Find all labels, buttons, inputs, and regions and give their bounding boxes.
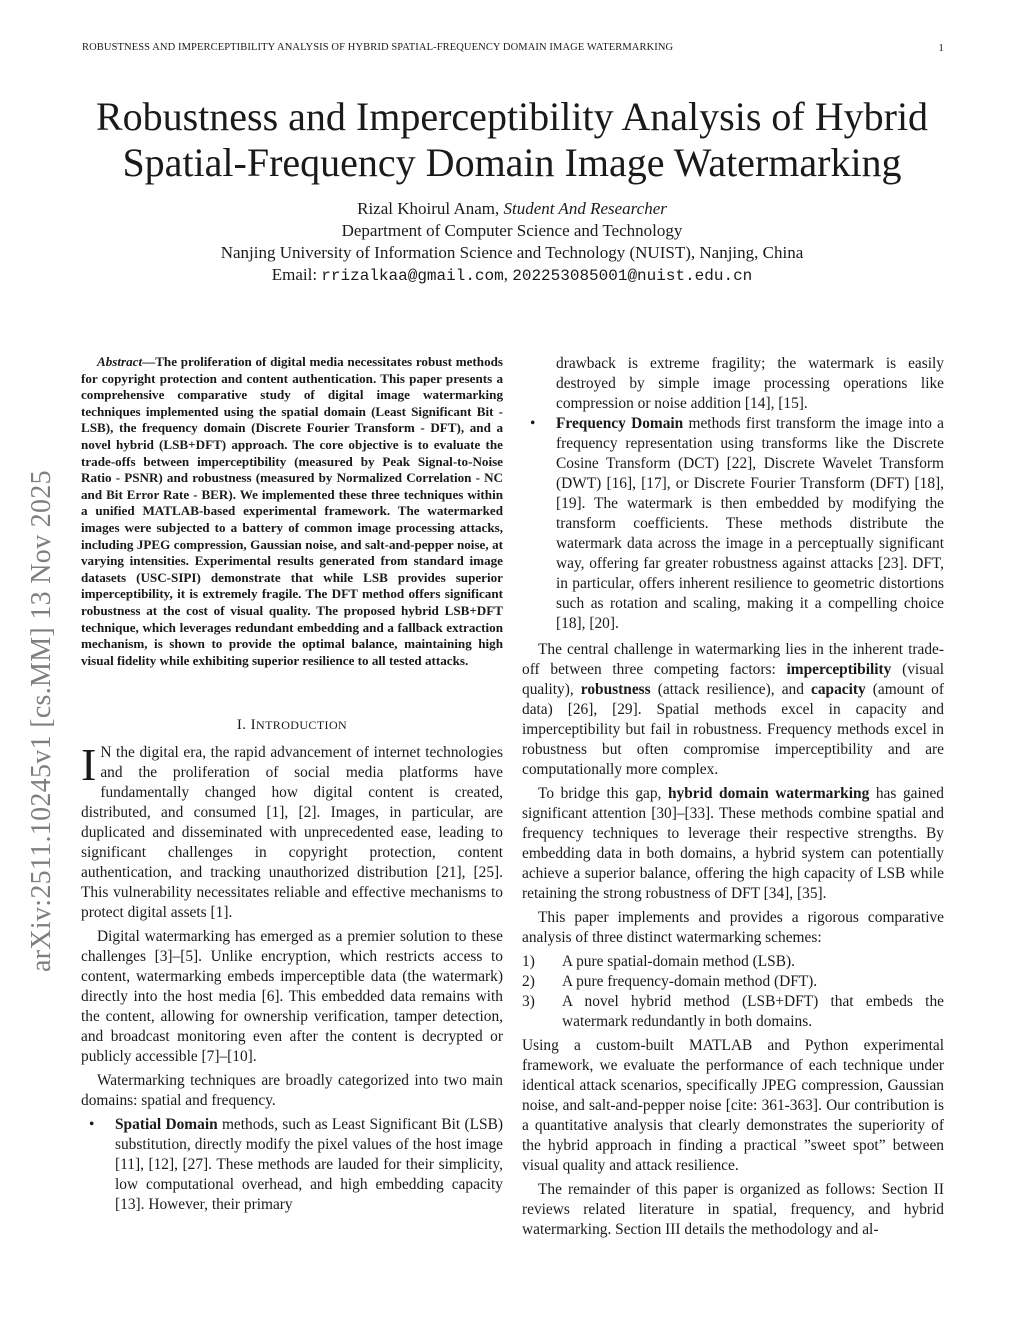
email-link-2[interactable]: 202253085001@nuist.edu.cn (512, 267, 753, 285)
right-column (522, 354, 944, 1240)
author-email-line (40, 264, 984, 287)
list-item (522, 972, 944, 992)
term-imperceptibility: imperceptibility (786, 661, 892, 678)
scheme-numbered-list (522, 952, 944, 1032)
bullet-spatial-domain (81, 1115, 503, 1215)
abstract (81, 354, 503, 669)
bullet-spatial-text-continued: drawback is extreme fragility; the watermark is easily destroyed by simple image processing operations like compression or noise addition [14], [15]. (556, 355, 944, 412)
abstract-lead: Abstract (97, 354, 143, 369)
author-affiliation: Nanjing University of Information Science and Technology (NUIST), Nanjing, China (220, 243, 804, 262)
running-title: ROBUSTNESS AND IMPERCEPTIBILITY ANALYSIS OF HYBRID SPATIAL-FREQUENCY DOMAIN IMAGE WATERMARKING (82, 42, 674, 53)
paragraph-4-text-d: (attack resilience), and (650, 681, 811, 698)
paper-title (40, 94, 984, 186)
term-robustness: robustness (580, 681, 651, 698)
list-item (522, 952, 944, 972)
author-role: Student And Researcher (503, 199, 667, 218)
paragraph-5-text-c: has gained significant attention [30]–[33]. These methods combine spatial and frequency techniques to leverage their respective strengths. By embedding data in both domains, a hybrid system can potentially achieve a superior balance, offering the high capacity of LSB while retaining the strong robustness of DFT [34], [35]. (522, 785, 944, 902)
term-capacity: capacity (811, 681, 866, 698)
domain-bullet-list (81, 1115, 503, 1215)
email-label: Email: (271, 265, 318, 284)
abstract-text: —The proliferation of digital media necessitates robust methods for copyright protection and content authentication. This paper presents a comprehensive comparative study of digital image watermarking techniques implemented using the spatial domain (Least Significant Bit - LSB), the frequency domain (Discrete Fourier Transform - DFT), and a novel hybrid (LSB+DFT) approach. The core objective is to evaluate the trade-offs between imperceptibility (measured by Peak Signal-to-Noise Ratio - PSNR) and robustness (measured by Normalized Correlation - NC and Bit Error Rate - BER). We implemented these three techniques within a unified MATLAB-based experimental framework. The watermarked images were subjected to a battery of common image processing attacks, including JPEG compression, Gaussian noise, and salt-and-pepper noise, at varying intensities. Experimental results generated from standard image datasets (USC-SIPI) demonstrate that while LSB provides superior imperceptibility, it is extremely fragile. The DFT method offers significant robustness at the cost of visual quality. The proposed hybrid LSB+DFT technique, which leverages redundant embedding and a fallback extraction mechanism, is shown to provide the optimal balance, maintaining high visual fidelity while exhibiting superior resilience to all tested attacks. (81, 354, 503, 668)
author-line (40, 198, 984, 220)
left-column (81, 354, 503, 1215)
intro-paragraph-1 (81, 739, 503, 923)
title-line-1: Robustness and Imperceptibility Analysis of Hybrid (95, 94, 929, 139)
list-item-number: 2) (522, 973, 535, 990)
intro-paragraph-1-text: N the digital era, the rapid advancement of internet technologies and the proliferation of social media platforms have fundamentally changed how digital content is created, distributed, and consumed [1], [2]. Images, in particular, are duplicated and disseminated with unprecedented ease, leading to significant challenges in copyright protection, content authentication, and tracking unauthorized distribution [21], [25]. This vulnerability necessitates reliable and effective mechanisms to protect digital assets [1]. (81, 744, 503, 922)
intro-paragraph-7: Using a custom-built MATLAB and Python experimental framework, we evaluate the performance of each technique under identical attack scenarios, specifically JPEG compression, Gaussian noise, and salt-and-pepper noise [cite: 361-363]. Our contribution is a quantitative analysis that clearly demonstrates the superiority of the hybrid approach in finding a practical ”sweet spot” between visual quality and attack resilience. (522, 1037, 944, 1174)
bullet-frequency-heading: Frequency Domain (556, 415, 684, 432)
intro-paragraph-2: Digital watermarking has emerged as a premier solution to these challenges [3]–[5]. Unlike encryption, which restricts access to content, watermarking embeds imperceptible data (the watermark) directly into the host media [6]. This embedded data remains with the content, allowing for ownership verification, tamper detection, and broadcast monitoring even after the content is decrypted or publicly accessible [7]–[10]. (81, 928, 503, 1066)
section-number: I. (236, 717, 247, 734)
bullet-dot: • (530, 415, 536, 432)
email-separator: , (503, 265, 508, 284)
page-number: 1 (938, 42, 944, 54)
bullet-frequency-domain (522, 414, 944, 634)
paragraph-5-text-a: To bridge this gap, (538, 785, 668, 802)
list-item-number: 3) (522, 993, 535, 1010)
term-hybrid-domain: hybrid domain watermarking (667, 785, 870, 802)
arxiv-identifier: arXiv:2511.10245v1 [cs.MM] 13 Nov 2025 (26, 470, 57, 972)
author-department: Department of Computer Science and Technology (341, 221, 683, 240)
domain-bullet-list-continued (522, 414, 944, 634)
bullet-dot: • (89, 1116, 95, 1134)
list-item-number: 1) (522, 953, 535, 970)
author-name: Rizal Khoirul Anam, (357, 199, 500, 218)
section-heading-introduction (81, 715, 503, 735)
section-title-rest: NTRODUCTION (256, 718, 348, 733)
list-item (522, 992, 944, 1032)
intro-paragraph-4 (522, 640, 944, 780)
list-item-text: A novel hybrid method (LSB+DFT) that embeds the watermark redundantly in both domains. (562, 993, 944, 1030)
author-block (40, 198, 984, 287)
drop-cap: I (81, 739, 97, 791)
paragraph-4-text-c: (visual quality), (522, 661, 944, 698)
email-link-1[interactable]: rrizalkaa@gmail.com (321, 267, 504, 285)
running-header (82, 42, 944, 53)
bullet-spatial-heading: Spatial Domain (115, 1116, 218, 1134)
intro-paragraph-6: This paper implements and provides a rigorous comparative analysis of three distinct watermarking schemes: (522, 909, 944, 946)
intro-paragraph-3: Watermarking techniques are broadly categorized into two main domains: spatial and frequency. (81, 1072, 503, 1110)
bullet-frequency-text: methods first transform the image into a frequency representation using transforms like the Discrete Cosine Transform (DCT) [22], Discrete Wavelet Transform (DWT) [16], [17], or Discrete Fourier Transform (DFT) [18], [19]. The watermark is then embedded by modifying the transform coefficients. These methods distribute the watermark data across the image in a perceptually significant way, offering far greater robustness against attacks [23]. DFT, in particular, offers inherent resilience to geometric distortions such as rotation and scaling, making it a compelling choice [18], [20]. (556, 415, 944, 632)
bullet-spatial-text: methods, such as Least Significant Bit (LSB) substitution, directly modify the pixel values of the host image [11], [12], [27]. These methods are lauded for their simplicity, low computational overhead, and high embedding capacity [13]. However, their primary (115, 1116, 503, 1214)
title-line-2: Spatial-Frequency Domain Image Watermarking (122, 140, 902, 185)
list-item-text: A pure frequency-domain method (DFT). (562, 973, 818, 990)
section-title-first-letter: I (250, 717, 257, 734)
intro-paragraph-5 (522, 784, 944, 904)
paragraph-4-text-a: The central challenge in watermarking lies in the inherent trade-off between three competing factors: (522, 641, 944, 678)
intro-paragraph-8: The remainder of this paper is organized as follows: Section II reviews related literature in spatial, frequency, and hybrid watermarking. Section III details the methodology and al- (522, 1181, 944, 1238)
paragraph-4-text-e: (amount of data) [26], [29]. Spatial methods excel in capacity and imperceptibility but fail in robustness. Frequency methods excel in robustness but often compromise imperceptibility and are computationally more complex. (522, 681, 944, 778)
list-item-text: A pure spatial-domain method (LSB). (562, 953, 795, 970)
